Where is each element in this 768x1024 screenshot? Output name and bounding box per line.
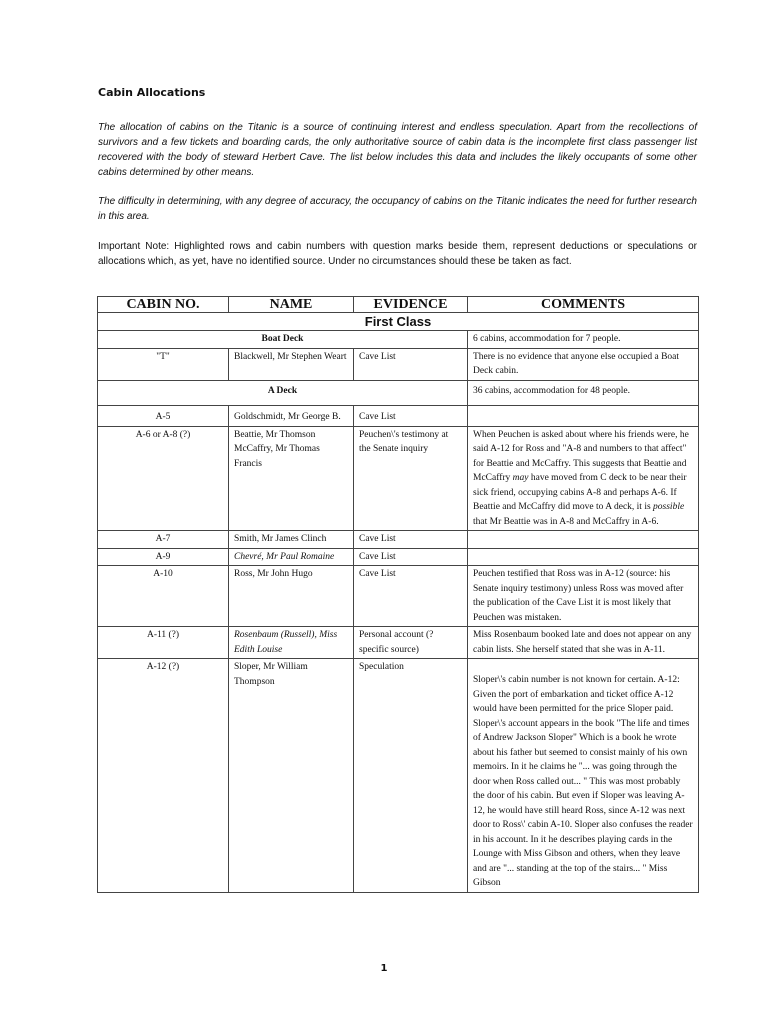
evidence: Peuchen\'s testimony at the Senate inquiry [354, 426, 468, 531]
passenger-name: Rosenbaum (Russell), Miss Edith Louise [229, 627, 354, 659]
class-label: First Class [98, 313, 699, 331]
comment [468, 531, 699, 549]
table-header-row [98, 297, 699, 313]
passenger-name: Goldschmidt, Mr George B. [229, 406, 354, 427]
comment-text: When Peuchen is asked about where his friends were, he said A-12 for Ross and "A-8 and numbers to that affect" for Beattie and McCaffry. This suggests that Beattie and McCaffry [473, 429, 689, 483]
header-name: NAME [229, 297, 354, 313]
comment: There is no evidence that anyone else occupied a Boat Deck cabin. [468, 348, 699, 380]
passenger-name: Ross, Mr John Hugo [229, 566, 354, 627]
evidence: Personal account (? specific source) [354, 627, 468, 659]
comment-text: that Mr Beattie was in A-8 and McCaffry in A-6. [473, 516, 659, 527]
comment-emphasis: possible [653, 502, 685, 512]
deck-row-boat [98, 331, 699, 349]
page-number: 1 [380, 963, 388, 974]
header-evidence: EVIDENCE [354, 297, 468, 313]
evidence: Cave List [354, 548, 468, 566]
comment [468, 406, 699, 427]
important-note-paragraph: Important Note: Highlighted rows and cabin numbers with question marks beside them, represent deductions or speculations or allocations which, as yet, have no identified source. Under no circumstances should these be taken as fact. [98, 241, 697, 267]
class-row [98, 313, 699, 331]
passenger-name: Blackwell, Mr Stephen Weart [229, 348, 354, 380]
table-row [98, 548, 699, 566]
evidence: Cave List [354, 348, 468, 380]
table-row [98, 566, 699, 627]
comment-emphasis: may [512, 473, 529, 483]
cabin-number: "T" [98, 348, 229, 380]
deck-row-a [98, 380, 699, 406]
table-row [98, 659, 699, 893]
table-row [98, 627, 699, 659]
cabin-number: A-9 [98, 548, 229, 566]
passenger-name: Chevré, Mr Paul Romaine [229, 548, 354, 566]
cabin-number: A-7 [98, 531, 229, 549]
header-cabin-no: CABIN NO. [98, 297, 229, 313]
table-row [98, 406, 699, 427]
evidence: Cave List [354, 406, 468, 427]
passenger-name: Smith, Mr James Clinch [229, 531, 354, 549]
table-row [98, 531, 699, 549]
cabin-number: A-11 (?) [98, 627, 229, 659]
deck-comment-boat: 6 cabins, accommodation for 7 people. [468, 331, 699, 349]
cabin-number: A-12 (?) [98, 659, 229, 893]
comment-text: have moved from C deck to be near their sick friend, occupying cabins A-8 and perhaps A-6. If Beattie and McCaffry did move to A deck, it is [473, 473, 687, 512]
cabin-number: A-10 [98, 566, 229, 627]
passenger-name: Beattie, Mr Thomson McCaffry, Mr Thomas Francis [229, 426, 354, 531]
cabin-table [97, 296, 699, 893]
cabin-number: A-5 [98, 406, 229, 427]
evidence: Cave List [354, 566, 468, 627]
comment: Peuchen testified that Ross was in A-12 (source: his Senate inquiry testimony) unless Ross was moved after the publication of the Cave List it is most likely that Peuchen was mistaken. [468, 566, 699, 627]
passenger-name: Sloper, Mr William Thompson [229, 659, 354, 893]
deck-label-a: A Deck [98, 380, 468, 406]
table-row [98, 348, 699, 380]
deck-label-boat: Boat Deck [98, 331, 468, 349]
cabin-number: A-6 or A-8 (?) [98, 426, 229, 531]
intro-paragraph: The allocation of cabins on the Titanic is a source of continuing interest and endless speculation. Apart from the recollections of survivors and a few tickets and boarding cards, the only authoritative source of cabin data is the incomplete first class passenger list recovered with the body of steward Herbert Cave. The list below includes this data and includes the likely occupants of some other cabins determined by other means. [98, 122, 697, 178]
difficulty-paragraph: The difficulty in determining, with any degree of accuracy, the occupancy of cabins on the Titanic indicates the need for further research in this area. [98, 196, 697, 222]
comment: Miss Rosenbaum booked late and does not appear on any cabin lists. She herself stated that she was in A-11. [468, 627, 699, 659]
comment: Sloper\'s cabin number is not known for certain. A-12: Given the port of embarkation and ticket office A-12 would have been permitted for the price Sloper paid. Sloper\'s account appears in the book "The life and times of Andrew Jackson Sloper" Which is a book he wrote about his father but seemed to consist mainly of his own memoirs. In it he claims he "... was going through the door when Ross called out... " This was most probably the door of his cabin. But even if Sloper was leaving A-12, he would have still heard Ross, since A-12 was next door to Ross\' cabin A-10. Sloper also confuses the reader in his account. In it he describes playing cards in the Lounge with Miss Gibson and others, when they leave and are "... standing at the top of the stairs... " Miss Gibson [468, 659, 699, 893]
table-row [98, 426, 699, 531]
deck-comment-a: 36 cabins, accommodation for 48 people. [468, 380, 699, 406]
comment [468, 426, 699, 531]
evidence: Cave List [354, 531, 468, 549]
page-title: Cabin Allocations [98, 86, 206, 99]
header-comments: COMMENTS [468, 297, 699, 313]
comment [468, 548, 699, 566]
evidence: Speculation [354, 659, 468, 893]
